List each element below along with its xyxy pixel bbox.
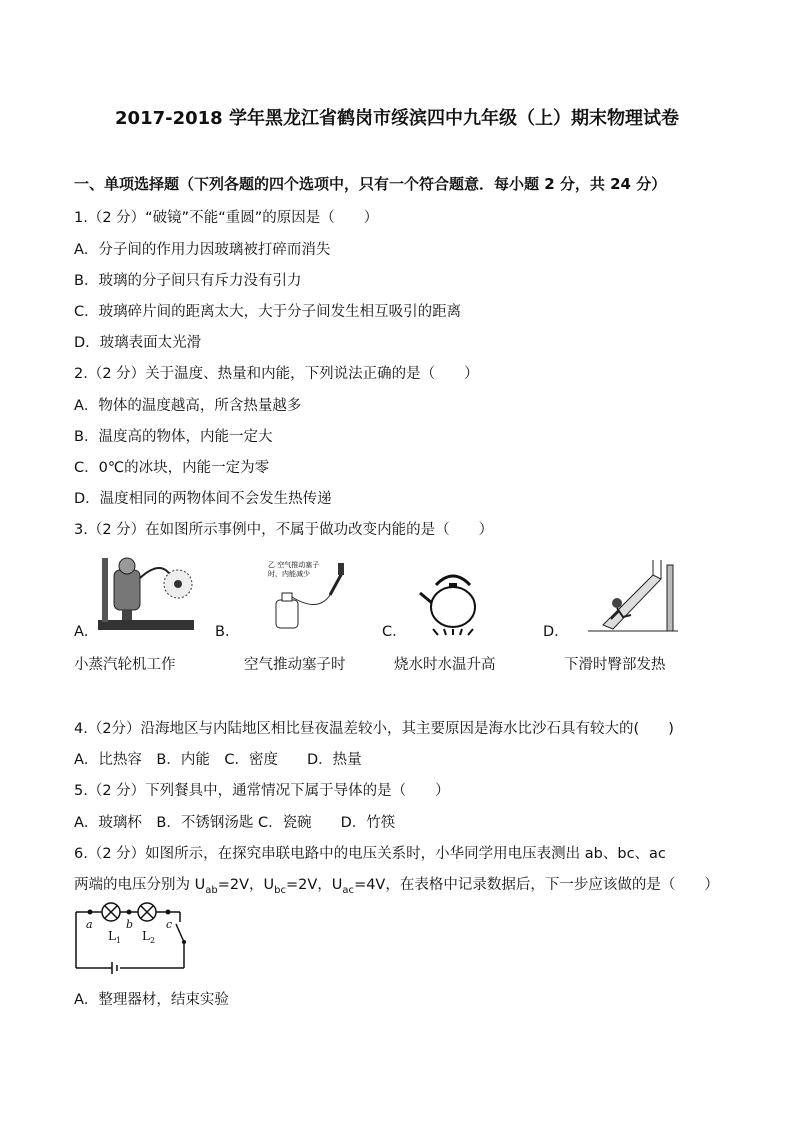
lamp-label-l2: L: [142, 929, 150, 943]
q5-options: A．玻璃杯 B．不锈钢汤匙 C．瓷碗 D．竹筷: [74, 815, 396, 831]
q3-letter-c: C．: [382, 624, 407, 640]
q3-option-letters: [0, 620, 794, 640]
series-circuit-diagram: [72, 902, 192, 974]
q3-caption-c: 烧水时水温升高: [394, 657, 496, 673]
q4-options: A．比热容 B．内能 C．密度 D．热量: [74, 752, 362, 768]
lamp-label-l2-sub: 2: [150, 936, 156, 945]
q3-letter-b: B．: [215, 624, 240, 640]
q2-option-b: B．温度高的物体，内能一定大: [74, 429, 273, 445]
q2-option-c: C．0℃的冰块，内能一定为零: [74, 460, 270, 476]
q6-option-a: A．整理器材，结束实验: [74, 992, 229, 1008]
q6-stem: 6.（2 分）如图所示，在探究串联电路中的电压关系时，小华同学用电压表测出 ab、bc、ac: [74, 846, 666, 862]
q3-captions: [0, 653, 794, 675]
q2-stem: 2.（2 分）关于温度、热量和内能，下列说法正确的是（ ）: [74, 366, 479, 382]
q3-caption-b: 空气推动塞子时: [244, 657, 346, 673]
q3-letter-a: A．: [74, 624, 99, 640]
lamp-label-l1-sub: 1: [116, 936, 122, 945]
figure-b-label-2: 时，内能减少: [268, 570, 310, 578]
figure-b-label-1: 乙 空气推动塞子: [268, 561, 320, 569]
section-heading: 一、单项选择题（下列各题的四个选项中，只有一个符合题意．每小题 2 分，共 24 分）: [74, 175, 667, 193]
q3-stem: 3.（2 分）在如图所示事例中，不属于做功改变内能的是（ ）: [74, 522, 494, 538]
q1-option-a: A．分子间的作用力因玻璃被打碎而消失: [74, 242, 331, 258]
node-label-c: c: [166, 918, 173, 931]
node-label-b: b: [126, 918, 134, 931]
q1-stem: 1.（2 分）“破镜”不能“重圆”的原因是（ ）: [74, 210, 379, 226]
lamp-label-l1: L: [108, 929, 116, 943]
q1-option-d: D．玻璃表面太光滑: [74, 335, 202, 351]
q2-option-a: A．物体的温度越高，所含热量越多: [74, 398, 302, 414]
q4-stem: 4.（2分）沿海地区与内陆地区相比昼夜温差较小，其主要原因是海水比沙石具有较大的( ): [74, 721, 674, 737]
q2-option-d: D．温度相同的两物体间不会发生热传递: [74, 491, 332, 507]
q6-stem-line2: 两端的电压分别为 $U_{ab}=2V$，$U_{bc}=2V$，$U_{ac}=4V$，在表格中记录数据后，下一步应该做的是（ ）: [74, 877, 719, 896]
q3-caption-a: 小蒸汽轮机工作: [74, 657, 176, 673]
q1-option-b: B．玻璃的分子间只有斥力没有引力: [74, 273, 302, 289]
q1-option-c: C．玻璃碎片间的距离太大，大于分子间发生相互吸引的距离: [74, 304, 462, 320]
node-label-a: a: [86, 918, 93, 931]
q5-stem: 5.（2 分）下列餐具中，通常情况下属于导体的是（ ）: [74, 783, 450, 799]
q3-letter-d: D．: [543, 624, 569, 640]
exam-title: 2017-2018 学年黑龙江省鹤岗市绥滨四中九年级（上）期末物理试卷: [115, 108, 679, 129]
q3-caption-d: 下滑时臀部发热: [564, 657, 666, 673]
